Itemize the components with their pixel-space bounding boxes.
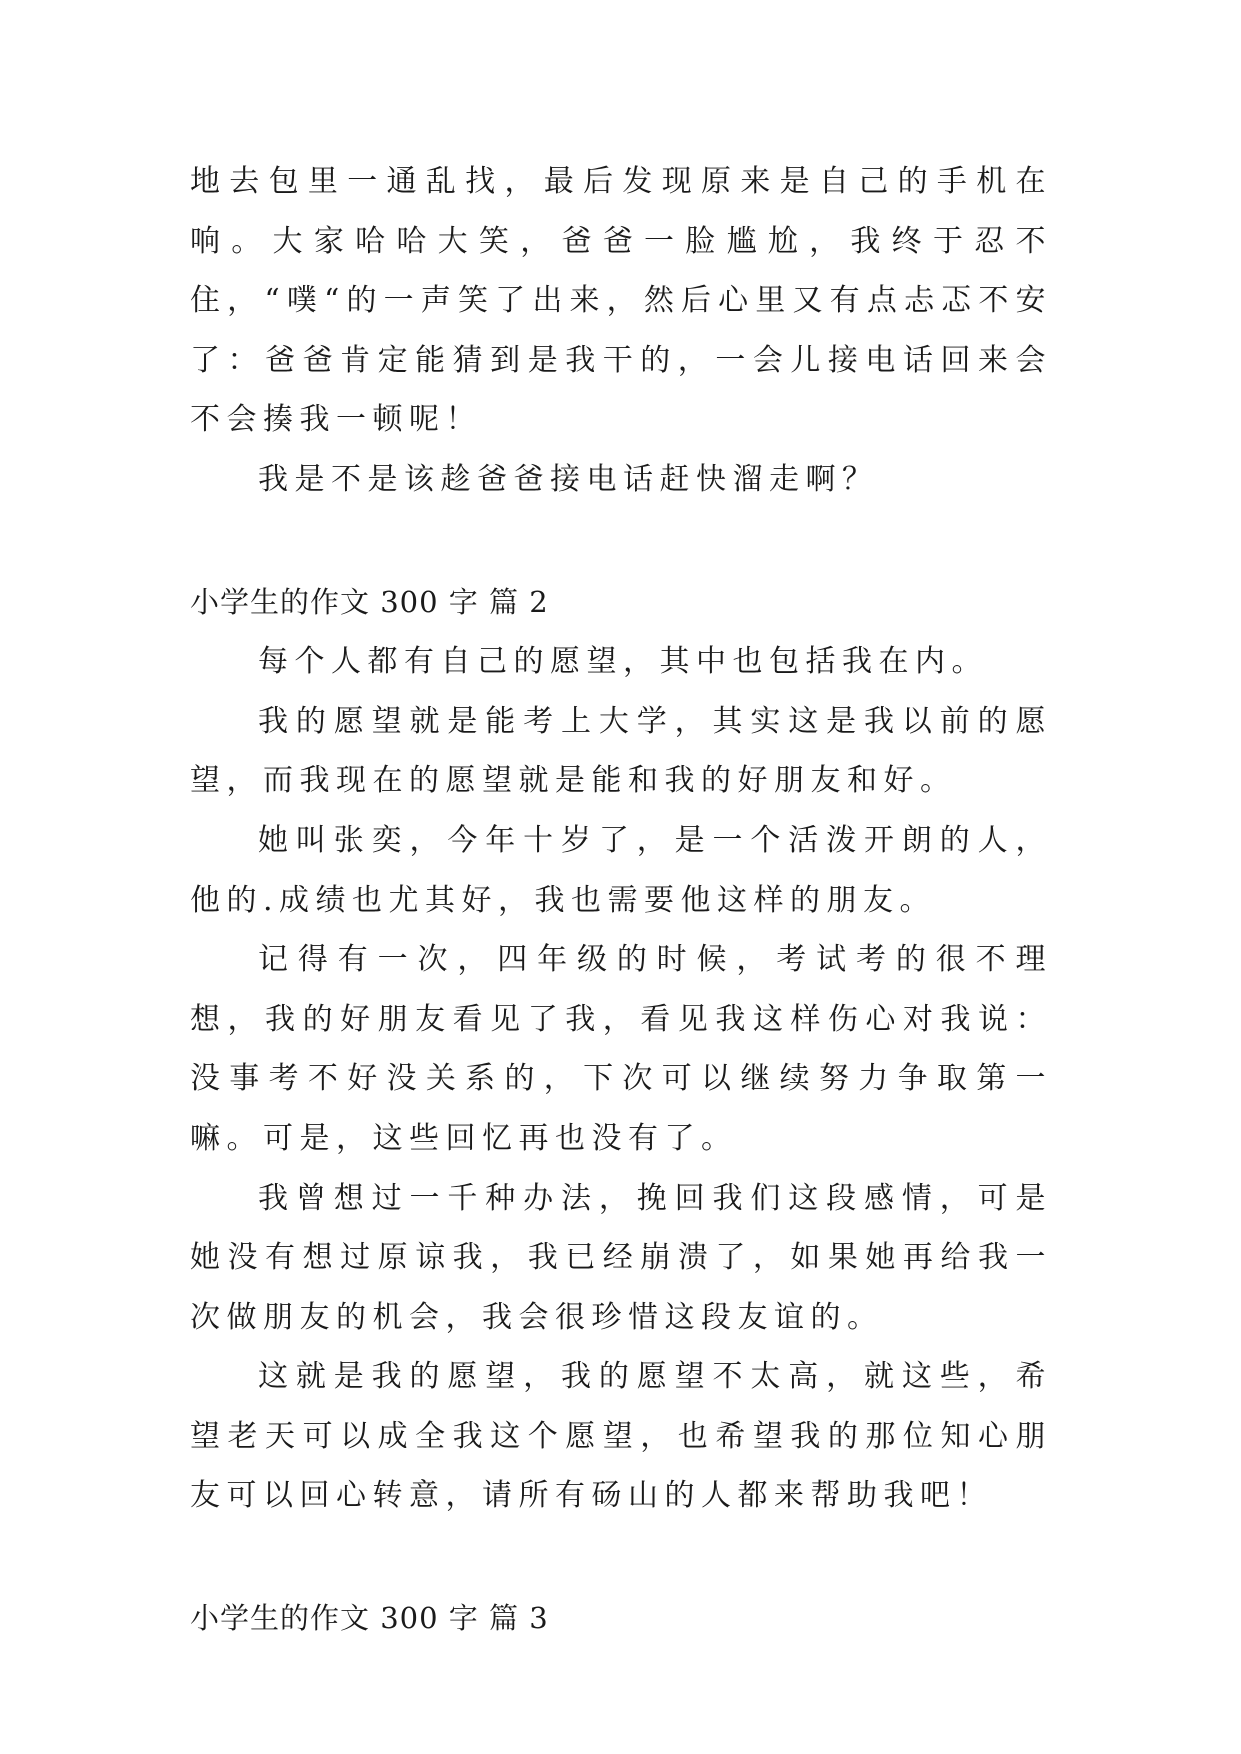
section-spacer [190, 1526, 1052, 1589]
section-heading: 小学生的作文 300 字 篇 3 [190, 1601, 549, 1636]
paragraph: 记得有一次，四年级的时候，考试考的很不理想，我的好朋友看见了我，看见我这样伤心对我说：没事考不好没关系的，下次可以继续努力争取第一嘛。可是，这些回忆再也没有了。 [190, 942, 1052, 1156]
paragraph-continued: 地去包里一通乱找，最后发现原来是自己的手机在响。大家哈哈大笑，爸爸一脸尴尬，我终于忍不住，“噗“的一声笑了出来，然后心里又有点忐忑不安了：爸爸肯定能猜到是我干的，一会儿接电话回来会不会揍我一顿呢！ [190, 164, 1052, 438]
section-spacer [190, 510, 1052, 573]
document-body [190, 152, 1052, 1649]
paragraph: 我曾想过一千种办法，挽回我们这段感情，可是她没有想过原谅我，我已经崩溃了，如果她再给我一次做朋友的机会，我会很珍惜这段友谊的。 [190, 1180, 1052, 1335]
paragraph: 我是不是该趁爸爸接电话赶快溜走啊？ [258, 461, 879, 497]
paragraph: 她叫张奕，今年十岁了，是一个活泼开朗的人，他的.成绩也尤其好，我也需要他这样的朋友。 [190, 822, 1052, 918]
paragraph: 我的愿望就是能考上大学，其实这是我以前的愿望，而我现在的愿望就是能和我的好朋友和好。 [190, 703, 1052, 799]
paragraph: 这就是我的愿望，我的愿望不太高，就这些，希望老天可以成全我这个愿望，也希望我的那位知心朋友可以回心转意，请所有砀山的人都来帮助我吧！ [190, 1359, 1052, 1514]
paragraph: 每个人都有自己的愿望，其中也包括我在内。 [258, 644, 988, 680]
section-heading: 小学生的作文 300 字 篇 2 [190, 584, 549, 619]
